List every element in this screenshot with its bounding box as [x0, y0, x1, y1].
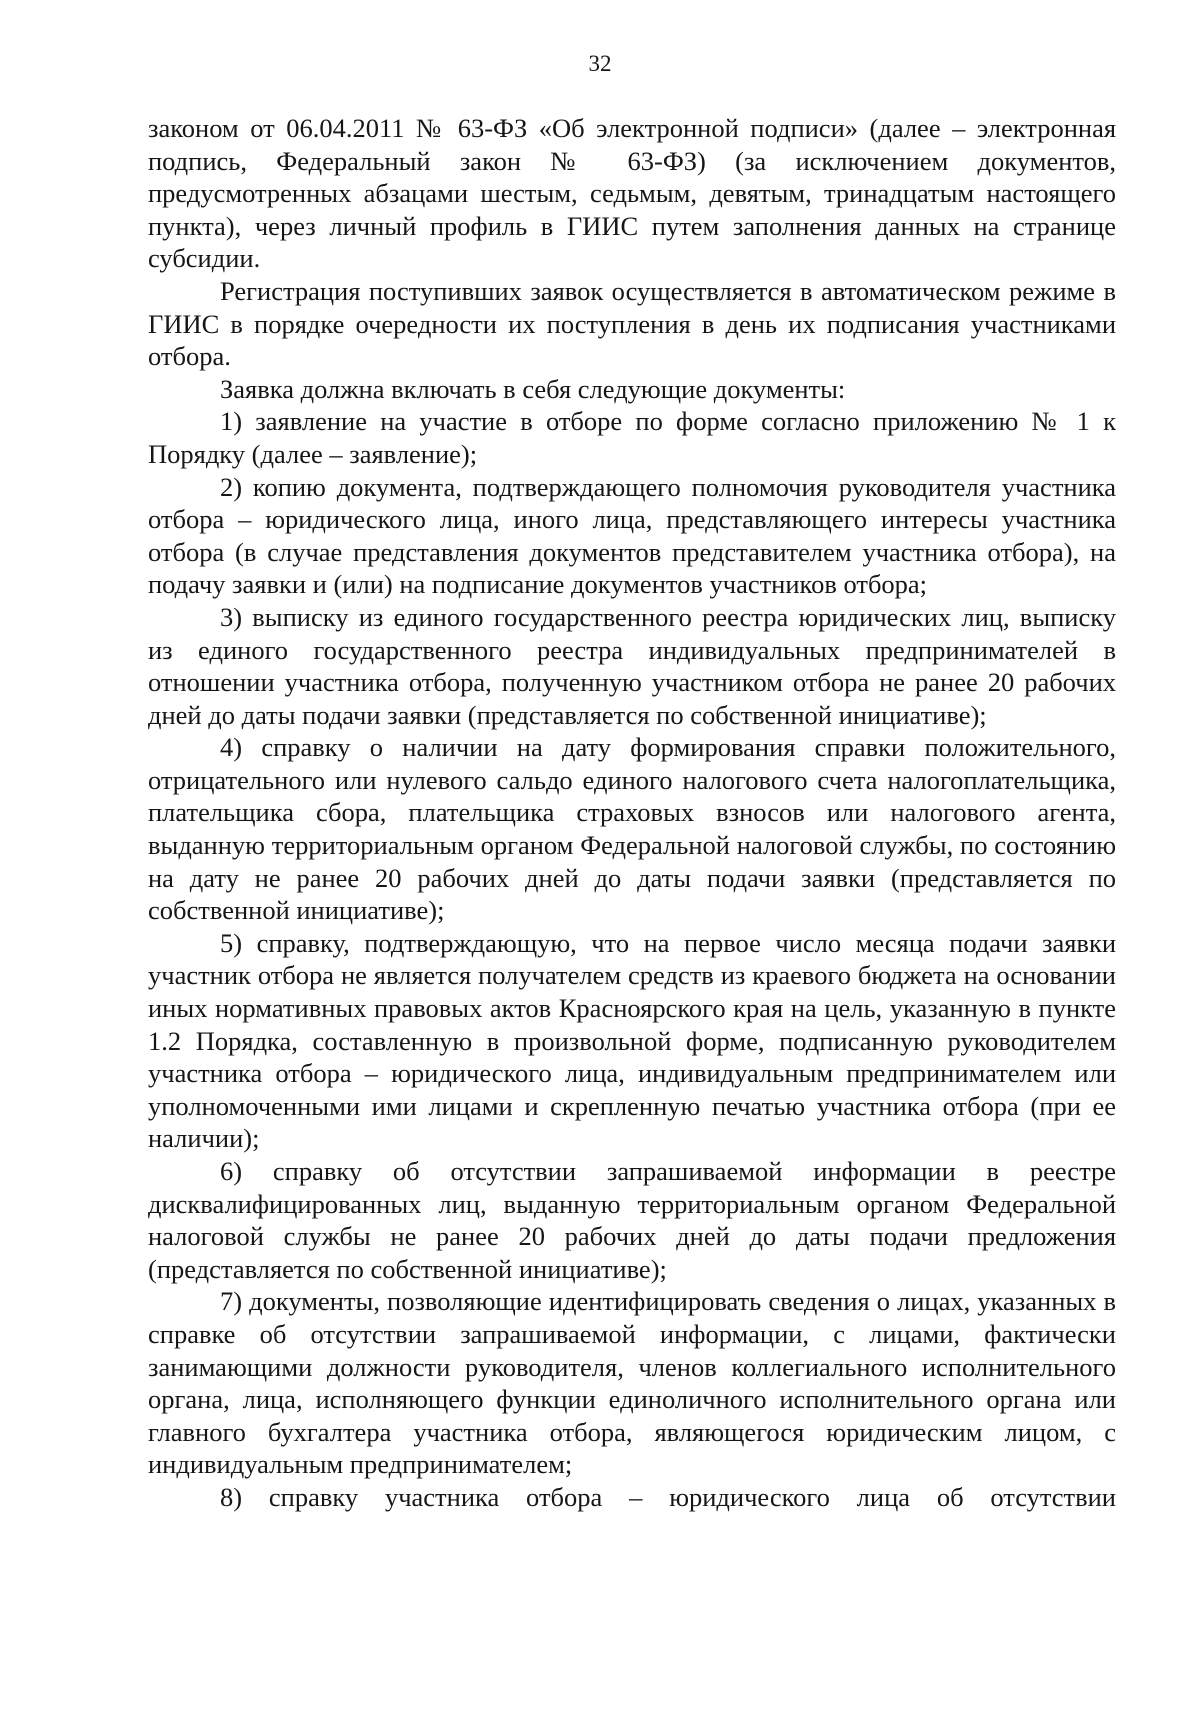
text-line: индивидуальным предпринимателем или уполномоченными ими лицами — [148, 1058, 1116, 1121]
list-item-6 — [148, 1155, 1116, 1285]
text-line: налогового агента, выданную территориальным органом Федеральной — [148, 797, 1116, 861]
list-item-3 — [148, 601, 1116, 731]
text-line: 2) копию документа, подтверждающего полномочия руководителя — [220, 471, 991, 502]
paragraph-documents-intro — [148, 373, 1116, 406]
text-line: законом от 06.04.2011 № 63-ФЗ «Об электронной подписи» (далее – — [148, 113, 966, 143]
text-line: тринадцатым настоящего пункта), через личный профиль в ГИИС путем — [148, 178, 1116, 241]
text-line: указанную в пункте 1.2 Порядка, составленную в произвольной форме, — [148, 993, 1117, 1056]
text-line: указанных в справке об отсутствии запрашиваемой информации, с лицами, — [148, 1286, 1116, 1349]
paragraph-registration — [148, 275, 1116, 373]
text-line: 1) заявление на участие в отборе по форме согласно приложению № 1 — [220, 406, 1090, 437]
text-line: участник отбора не является получателем средств из краевого бюджета — [148, 960, 957, 991]
text-line: к Порядку (далее – заявление); — [148, 406, 1117, 469]
text-line: документов участников отбора; — [571, 569, 928, 600]
text-line: 6) справку об отсутствии запрашиваемой информации в реестре — [220, 1156, 1116, 1186]
text-line: подачи заявки (представляется по собственной инициативе); — [148, 862, 1117, 926]
text-line: дисквалифицированных лиц, выданную территориальным органом — [148, 1188, 950, 1219]
list-item-4 — [148, 731, 1116, 927]
text-line: 5) справку, подтверждающую, что на первое число месяца подачи заявки — [220, 927, 1116, 958]
paragraph-continuation — [148, 112, 1116, 275]
text-line: документов, предусмотренных абзацами шестым, седьмым, девятым, — [148, 145, 1117, 209]
text-line: являющегося юридическим лицом, с индивидуальным предпринимателем; — [148, 1416, 1116, 1480]
text-line: 3) выписку из единого государственного реестра юридических — [220, 601, 952, 632]
text-line: отрицательного или нулевого сальдо единого налогового счета — [148, 764, 878, 795]
text-line: налоговой службы, по состоянию на дату не ранее 20 рабочих дней до даты — [148, 830, 1117, 893]
text-line: Федеральной налоговой службы не ранее 20 рабочих дней до даты подачи — [148, 1188, 1117, 1252]
text-line: исполнительного органа или главного бухгалтера участника отбора, — [148, 1384, 1116, 1447]
text-line: Регистрация поступивших заявок осуществляется в автоматическом — [220, 275, 1001, 306]
text-line: по собственной инициативе); — [656, 699, 987, 730]
list-item-7 — [148, 1285, 1116, 1481]
list-item-2 — [148, 471, 1116, 601]
text-line: лиц, выписку из единого государственного реестра индивидуальных — [148, 601, 1116, 665]
list-item-1 — [148, 405, 1116, 470]
text-line: предложения (представляется по собственной инициативе); — [148, 1221, 1117, 1284]
text-line: интересы участника отбора (в случае представления документов — [148, 504, 1116, 567]
text-line: участника отбора – юридического лица, иного лица, представляющего — [148, 471, 1116, 535]
text-line: предпринимателей в отношении участника отбора, полученную участником — [148, 634, 1116, 698]
text-line: режиме в ГИИС в порядке очередности их поступления в день их подписания — [148, 275, 1116, 339]
text-line: электронная подпись, Федеральный закон № 63-ФЗ) (за исключением — [148, 113, 1117, 176]
text-line: подписанную руководителем участника отбора – юридического лица, — [148, 1025, 1116, 1089]
page-number: 32 — [588, 51, 612, 76]
text-line: Заявка должна включать в себя следующие документы: — [220, 373, 846, 404]
text-line: 7) документы, позволяющие идентифицировать сведения о лицах, — [220, 1286, 971, 1317]
text-line: исполнительного органа, лица, исполняющего функции единоличного — [148, 1351, 1117, 1415]
text-line: 8) справку участника отбора – юридического лица об отсутствии — [220, 1481, 1116, 1512]
text-line: налогоплательщика, плательщика сбора, плательщика страховых взносов или — [148, 764, 1117, 828]
text-line: заполнения данных на странице субсидии. — [148, 210, 1116, 274]
text-line: участниками отбора. — [148, 308, 1116, 372]
list-item-5 — [148, 927, 1116, 1155]
document-body — [148, 112, 1116, 1514]
text-line: и скрепленную печатью участника отбора (при ее наличии); — [148, 1090, 1117, 1154]
text-line: на основании иных нормативных правовых актов Красноярского края на цель, — [148, 960, 1116, 1024]
text-line: фактически занимающими должности руководителя, членов коллегиального — [148, 1318, 1116, 1382]
text-line: 4) справку о наличии на дату формирования справки положительного, — [220, 732, 1116, 763]
list-item-8 — [148, 1481, 1116, 1514]
text-line: представителем участника отбора), на подачу заявки и (или) на подписание — [148, 536, 1116, 600]
text-line: отбора не ранее 20 рабочих дней до даты подачи заявки (представляется — [148, 667, 1117, 730]
